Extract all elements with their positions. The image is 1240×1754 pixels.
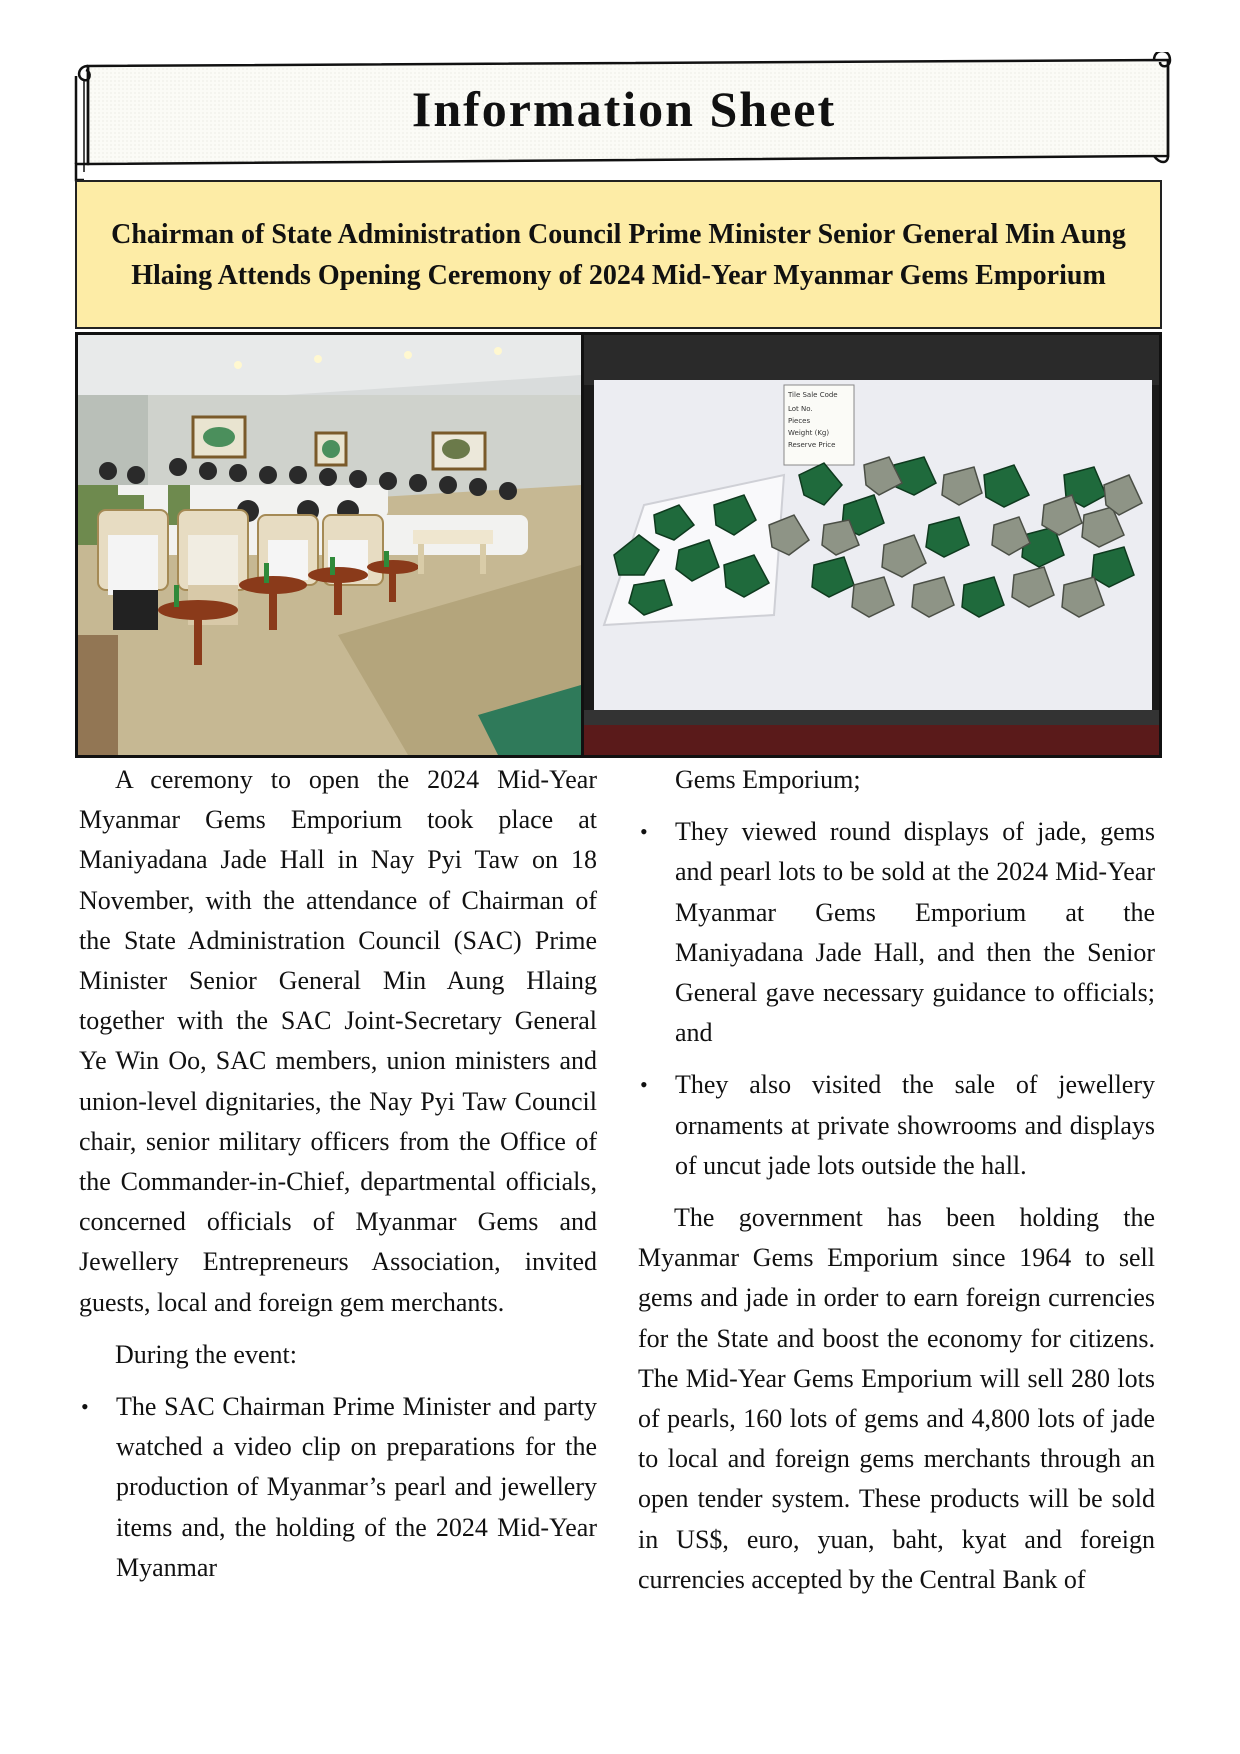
label-line4: Weight (Kg) <box>788 429 830 437</box>
label-line1: Tile Sale Code <box>788 391 838 399</box>
bullet-text: They viewed round displays of jade, gems and pearl lots to be sold at the 2024 Mid-Year Myanmar Gems Emporium at the Maniyadana Jade Hall, and then the Senior General gave necessary guidance to officials; and <box>675 817 1155 1048</box>
list-item <box>638 812 1155 1053</box>
event-list-continued <box>638 812 1155 1186</box>
label-line5: Reserve Price <box>788 441 836 449</box>
event-list <box>79 1387 597 1588</box>
bullet-icon: • <box>640 1072 648 1098</box>
list-item <box>638 1065 1155 1186</box>
ceremony-photo <box>78 335 584 755</box>
history-paragraph: The government has been holding the Myanmar Gems Emporium since 1964 to sell gems and jade in order to earn foreign currencies for the State and boost the economy for citizens. The Mid-Year Gems Emporium will sell 280 lots of pearls, 160 lots of gems and 4,800 lots of jade to local and foreign gems merchants through an open tender system. These products will be sold in US$, euro, yuan, baht, kyat and foreign currencies accepted by the Central Bank of <box>638 1203 1155 1594</box>
bullet-text: They also visited the sale of jewellery ornaments at private showrooms and displays of uncut jade lots outside the hall. <box>675 1070 1155 1180</box>
event-intro: During the event: <box>115 1339 297 1369</box>
headline-text: Chairman of State Administration Council Prime Minister Senior General Min Aung Hlaing Attends Opening Ceremony of 2024 Mid-Year Myanmar Gems Emporium <box>111 218 1126 291</box>
photo-strip <box>75 332 1162 758</box>
bullet-text: The SAC Chairman Prime Minister and party watched a video clip on preparations for the production of Myanmar’s pearl and jewellery items and, the holding of the 2024 Mid-Year Myanmar <box>116 1392 597 1582</box>
headline-box <box>75 180 1162 329</box>
jade-display-photo <box>584 335 1159 755</box>
intro-paragraph: A ceremony to open the 2024 Mid-Year Myanmar Gems Emporium took place at Maniyadana Jade Hall in Nay Pyi Taw on 18 November, with the attendance of Chairman of the State Administration Council (SAC) Prime Minister Senior General Min Aung Hlaing together with the SAC Joint-Secretary General Ye Win Oo, SAC members, union ministers and union-level dignitaries, the Nay Pyi Taw Council chair, senior military officers from the Office of the Commander-in-Chief, departmental officials, concerned officials of Myanmar Gems and Jewellery Entrepreneurs Association, invited guests, local and foreign gem merchants. <box>79 765 597 1317</box>
bullet-continuation: Gems Emporium; <box>675 765 861 794</box>
bullet-icon: • <box>81 1394 89 1420</box>
title-banner <box>74 52 1174 186</box>
left-column <box>79 760 597 1600</box>
page-title: Information Sheet <box>411 81 837 137</box>
right-column <box>638 760 1155 1612</box>
bullet-icon: • <box>640 819 648 845</box>
list-item <box>79 1387 597 1588</box>
label-line2: Lot No. <box>788 405 813 413</box>
label-line3: Pieces <box>788 417 811 425</box>
